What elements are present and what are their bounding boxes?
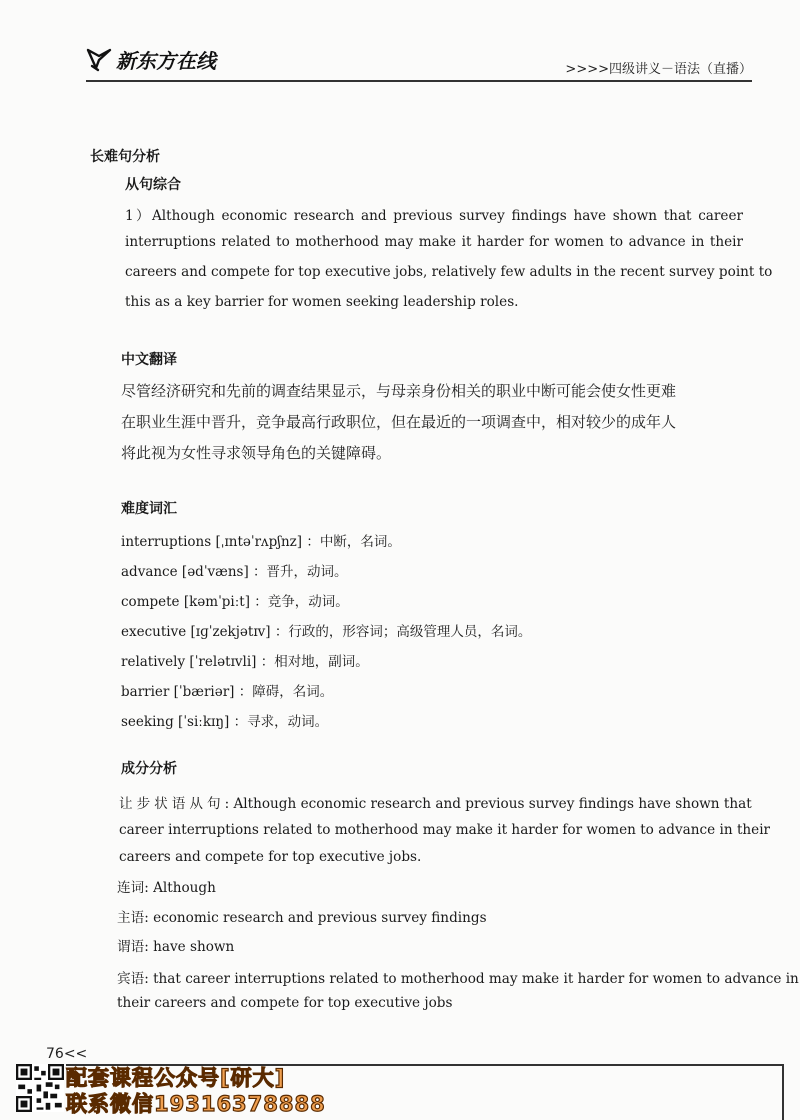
page-number: 76<< bbox=[46, 1046, 88, 1062]
concession-text: : Although economic research and previous survey findings have shown that bbox=[224, 796, 752, 812]
vocab-phonetic: [kəmˈpiːt] bbox=[183, 594, 250, 610]
object-label: 宾语 bbox=[117, 971, 145, 987]
vocab-item bbox=[121, 650, 369, 670]
vocab-meaning: ：行政的，形容词；高级管理人员，名词。 bbox=[274, 624, 532, 640]
vocab-phonetic: [ˈrelətɪvli] bbox=[189, 654, 257, 670]
logo-text: 新东方在线 bbox=[116, 48, 216, 73]
sentence-line: interruptions related to motherhood may make it harder for women to advance in their bbox=[125, 234, 743, 250]
object-row bbox=[117, 967, 799, 987]
translation-line: 尽管经济研究和先前的调查结果显示，与母亲身份相关的职业中断可能会使女性更难 bbox=[121, 382, 677, 400]
vocabulary-heading: 难度词汇 bbox=[121, 501, 177, 517]
vocab-meaning: ：障碍，名词。 bbox=[238, 684, 334, 700]
translation-heading: 中文翻译 bbox=[121, 352, 177, 368]
sentence-line: careers and compete for top executive jobs, relatively few adults in the recent survey point to bbox=[125, 264, 773, 280]
vocab-item bbox=[121, 560, 348, 580]
vocab-word: relatively bbox=[121, 654, 186, 670]
translation-line: 在职业生涯中晋升，竞争最高行政职位，但在最近的一项调查中，相对较少的成年人 bbox=[121, 413, 677, 431]
concession-text-line: careers and compete for top executive jobs. bbox=[119, 849, 422, 865]
predicate-text: : have shown bbox=[144, 939, 235, 955]
watermark-line: 配套课程公众号[研大] bbox=[66, 1066, 286, 1090]
footer-corner-rule bbox=[782, 1064, 784, 1120]
vocab-word: compete bbox=[121, 594, 180, 610]
vocab-meaning: ：竞争，动词。 bbox=[254, 594, 349, 610]
conjunction-row bbox=[117, 876, 216, 896]
concession-label: 让步状语从句 bbox=[119, 796, 225, 812]
vocab-item bbox=[121, 710, 328, 730]
object-text: : that career interruptions related to motherhood may make it harder for women to advance in bbox=[144, 971, 799, 987]
subject-row bbox=[117, 906, 487, 926]
vocab-item bbox=[121, 590, 349, 610]
vocab-word: interruptions bbox=[121, 534, 212, 550]
analysis-heading: 成分分析 bbox=[121, 761, 177, 777]
vocab-phonetic: [ˈsiːkɪŋ] bbox=[178, 714, 230, 730]
course-title: >>>>四级讲义－语法（直播） bbox=[565, 62, 752, 77]
conjunction-text: : Although bbox=[144, 880, 216, 896]
vocab-item bbox=[121, 620, 531, 640]
sentence-line: 1）Although economic research and previous survey findings have shown that career bbox=[125, 208, 743, 224]
predicate-label: 谓语 bbox=[117, 939, 145, 955]
vocab-word: advance bbox=[121, 564, 178, 580]
vocab-word: executive bbox=[121, 624, 187, 640]
vocab-item bbox=[121, 530, 401, 550]
concession-text-line: career interruptions related to motherhood may make it harder for women to advance in their bbox=[119, 822, 771, 838]
object-text-line: their careers and compete for top executive jobs bbox=[117, 995, 453, 1011]
watermark-line: 联系微信19316378888 bbox=[66, 1092, 326, 1116]
vocab-phonetic: [ˌɪntəˈrʌpʃnz] bbox=[215, 534, 303, 550]
translation-line: 将此视为女性寻求领导角色的关键障碍。 bbox=[121, 444, 392, 462]
subject-text: : economic research and previous survey findings bbox=[144, 910, 487, 926]
vocab-word: seeking bbox=[121, 714, 174, 730]
vocab-meaning: ：晋升，动词。 bbox=[253, 564, 348, 580]
vocab-meaning: ：中断，名词。 bbox=[306, 534, 401, 550]
vocab-item bbox=[121, 680, 333, 700]
concession-clause bbox=[119, 792, 752, 812]
section-subtitle: 从句综合 bbox=[125, 177, 181, 193]
vocab-phonetic: [ˈbæriər] bbox=[173, 684, 235, 700]
qr-code-icon bbox=[16, 1064, 64, 1112]
section-title: 长难句分析 bbox=[90, 149, 160, 165]
vocab-meaning: ：相对地，副词。 bbox=[260, 654, 369, 670]
vocab-phonetic: [ədˈvæns] bbox=[181, 564, 249, 580]
vocab-phonetic: [ɪɡˈzekjətɪv] bbox=[190, 624, 271, 640]
predicate-row bbox=[117, 935, 234, 955]
subject-label: 主语 bbox=[117, 910, 145, 926]
conjunction-label: 连词 bbox=[117, 880, 145, 896]
sentence-line: this as a key barrier for women seeking leadership roles. bbox=[125, 294, 519, 310]
vocab-word: barrier bbox=[121, 684, 170, 700]
vocab-meaning: ：寻求，动词。 bbox=[233, 714, 329, 730]
